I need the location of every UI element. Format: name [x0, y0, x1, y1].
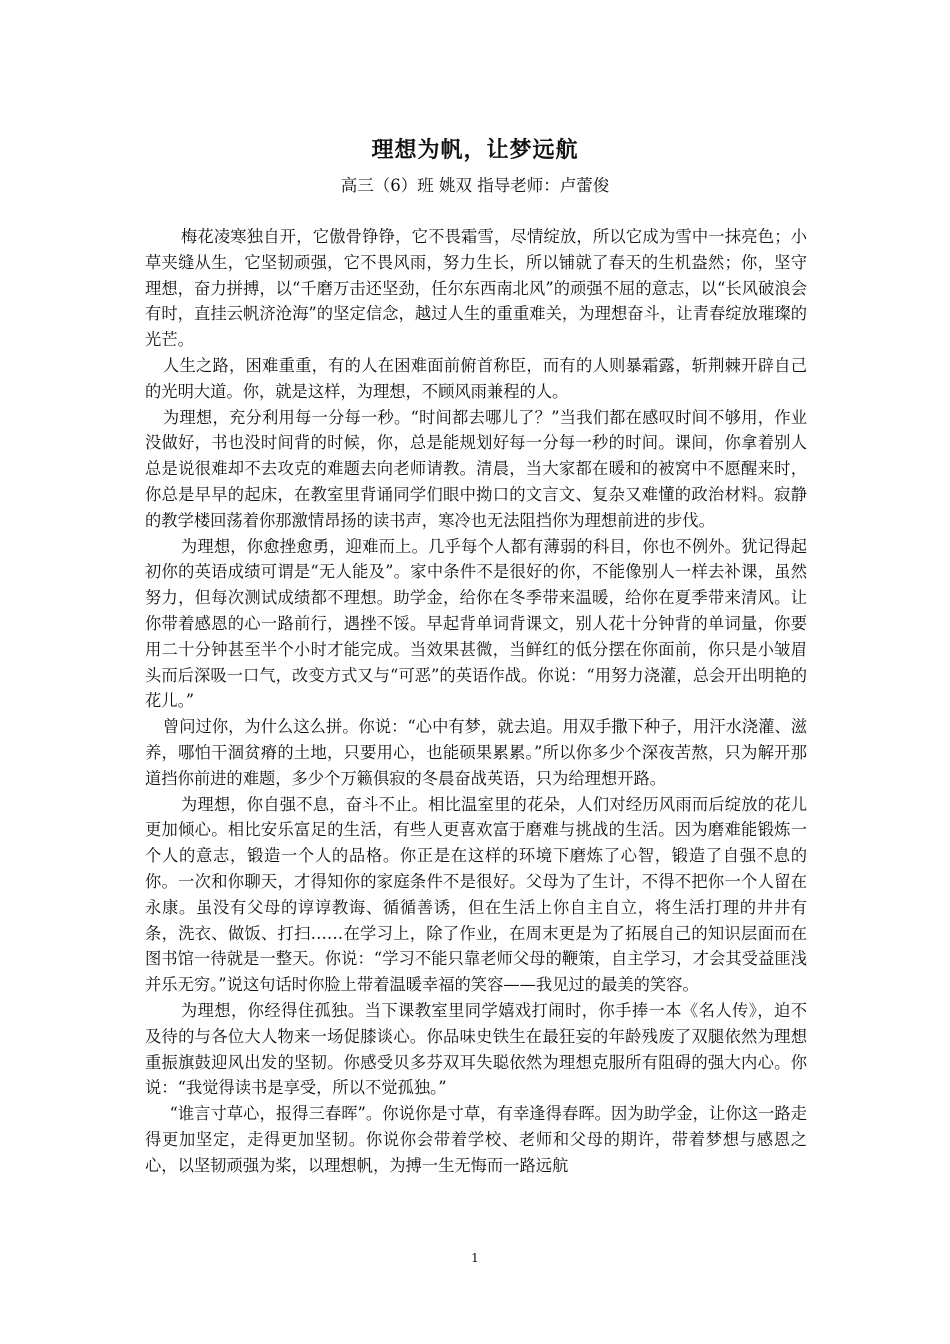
- paragraph: “谁言寸草心，报得三春晖”。你说你是寸草，有幸逢得春晖。因为助学金，让你这一路走得更加坚定，走得更加坚韧。你说你会带着学校、老师和父母的期许，带着梦想与感恩之心，以坚韧顽强为桨，以理想帆，为搏一生无悔而一路远航: [145, 1104, 807, 1175]
- paragraph: 为理想，你经得住孤独。当下课教室里同学嬉戏打闹时，你手捧一本《名人传》，迫不及待的与各位大人物来一场促膝谈心。你品味史铁生在最狂妄的年龄残废了双腿依然为理想重振旗鼓迎风出发的坚韧。你感受贝多芬双耳失聪依然为理想克服所有阻碍的强大内心。你说：“我觉得读书是享受，所以不觉孤独。”: [145, 1000, 807, 1098]
- essay-body: [145, 224, 807, 1178]
- paragraph: 梅花凌寒独自开，它傲骨铮铮，它不畏霜雪，尽情绽放，所以它成为雪中一抹亮色；小草夹缝从生，它坚韧顽强，它不畏风雨，努力生长，所以铺就了春天的生机盎然；你，坚守理想，奋力拼搏，以“千磨万击还坚劲，任尔东西南北风”的顽强不屈的意志，以“长风破浪会有时，直挂云帆济沧海”的坚定信念，越过人生的重重难关，为理想奋斗，让青春绽放璀璨的光芒。: [145, 227, 807, 350]
- paragraph: 为理想，你自强不息，奋斗不止。相比温室里的花朵，人们对经历风雨而后绽放的花儿更加倾心。相比安乐富足的生活，有些人更喜欢富于磨难与挑战的生活。因为磨难能锻炼一个人的意志，锻造一个人的品格。你正是在这样的环境下磨炼了心智，锻造了自强不息的你。一次和你聊天，才得知你的家庭条件不是很好。父母为了生计，不得不把你一个人留在永康。虽没有父母的谆谆教诲、循循善诱，但在生活上你自主自立，将生活打理的井井有条，洗衣、做饭、打扫……在学习上，除了作业，在周末更是为了拓展自己的知识层面而在图书馆一待就是一整天。你说：“学习不能只靠老师父母的鞭策，自主学习，才会其受益匪浅并乐无穷。”说这句话时你脸上带着温暖幸福的笑容——我见过的最美的笑容。: [145, 794, 807, 995]
- paragraph: 人生之路，困难重重，有的人在困难面前俯首称臣，而有的人则暴霜露，斩荆棘开辟自己的光明大道。你，就是这样，为理想，不顾风雨兼程的人。: [145, 355, 807, 401]
- page-title: 理想为帆，让梦远航: [371, 137, 579, 163]
- page-number: 1: [471, 1251, 479, 1265]
- paragraph: 为理想，充分利用每一分每一秒。“时间都去哪儿了？”当我们都在感叹时间不够用，作业没做好，书也没时间背的时候，你，总是能规划好每一分每一秒的时间。课间，你拿着别人总是说很难却不去攻克的难题去向老师请教。清晨，当大家都在暖和的被窝中不愿醒来时，你总是早早的起床，在教室里背诵同学们眼中拗口的文言文、复杂又难懂的政治材料。寂静的教学楼回荡着你那激情昂扬的读书声，寒冷也无法阻挡你为理想前进的步伐。: [145, 407, 807, 530]
- paragraph: 曾问过你，为什么这么拼。你说：“心中有梦，就去追。用双手撒下种子，用汗水浇灌、滋养，哪怕干涸贫瘠的土地，只要用心，也能硕果累累。”所以你多少个深夜苦熬，只为解开那道挡你前进的难题，多少个万籁俱寂的冬晨奋战英语，只为给理想开路。: [145, 717, 807, 788]
- author-byline: 高三（6）班 姚双 指导老师：卢蕾俊: [340, 176, 610, 195]
- paragraph: 为理想，你愈挫愈勇，迎难而上。几乎每个人都有薄弱的科目，你也不例外。犹记得起初你的英语成绩可谓是“无人能及”。家中条件不是很好的你，不能像别人一样去补课，虽然努力，但每次测试成绩都不理想。助学金，给你在冬季带来温暖，给你在夏季带来清风。让你带着感恩的心一路前行，遇挫不馁。早起背单词背课文，别人花十分钟背的单词量，你要用二十分钟甚至半个小时才能完成。当效果甚微，当鲜红的低分摆在你面前，你只是小皱眉头而后深吸一口气，改变方式又与“可恶”的英语作战。你说：“用努力浇灌，总会开出明艳的花儿。”: [145, 536, 807, 711]
